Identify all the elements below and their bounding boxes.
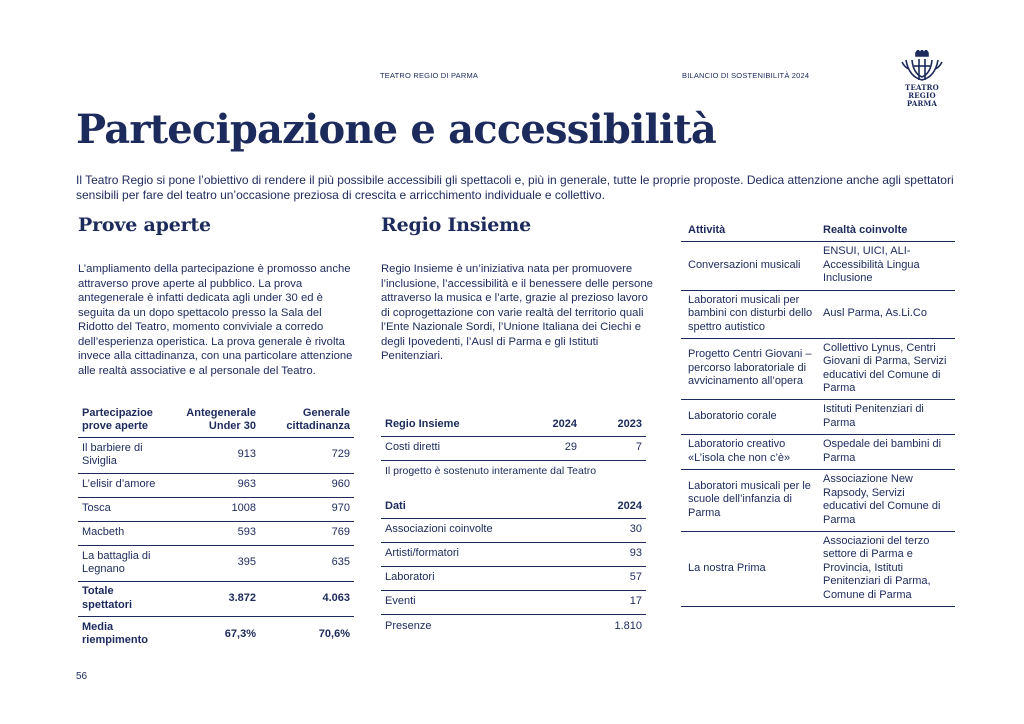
row-label: Tosca (78, 497, 166, 521)
col-header: Dati (381, 496, 581, 518)
logo-text-line1: TEATRO REGIO (905, 83, 939, 100)
row-label: Associazioni coinvolte (381, 518, 581, 542)
activity-partners: Associazione New Rapsody, Servizi educativi del Comune di Parma (819, 469, 955, 531)
activity-name: Laboratori musicali per bambini con disturbi dello spettro autistico (681, 290, 819, 338)
col-header: 2023 (581, 414, 646, 436)
cell-value: 960 (260, 473, 354, 497)
table-header-row (381, 496, 646, 518)
col-header: Partecipazioe prove aperte (78, 404, 166, 437)
logo-text-line2: PARMA (906, 99, 938, 108)
cell-value: 913 (166, 437, 260, 473)
table-header-row (681, 221, 955, 241)
row-label: La battaglia di Legnano (78, 545, 166, 581)
activity-name: Progetto Centri Giovani – percorso laboratoriale di avvicinamento all’opera (681, 338, 819, 399)
prove-aperte-text: L’ampliamento della partecipazione è promosso anche attraverso prove aperte al pubblico. La prova antegenerale è infatti dedicata agli under 30 ed è seguita da un dopo spettacolo presso la Sala del Ridotto del Teatro, momento conviviale a corredo dell’esperienza operistica. La prova generale è rivolta invece alla cittadinanza, con una particolare attenzione alle realtà associative e al personale del Teatro. (78, 263, 353, 377)
cell-value: 963 (166, 473, 260, 497)
table-row (381, 566, 646, 590)
cell-value: 7 (581, 436, 646, 460)
cell-value: 769 (260, 521, 354, 545)
total-row (78, 616, 354, 652)
row-label: Macbeth (78, 521, 166, 545)
row-label: Presenze (385, 619, 432, 632)
cell-value: 67,3% (224, 627, 256, 640)
total-row (78, 581, 354, 616)
col-header: Antegenerale Under 30 (166, 404, 260, 437)
col-header: Generale cittadinanza (260, 404, 354, 437)
cell-value: 29 (516, 436, 581, 460)
activity-name: Conversazioni musicali (681, 241, 819, 290)
crown-lyre-logo-icon (900, 50, 944, 84)
activity-name: Laboratori musicali per le scuole dell’infanzia di Parma (681, 469, 819, 531)
row-label: Il barbiere di Siviglia (78, 437, 166, 473)
table-row (681, 290, 955, 338)
activity-partners: Istituti Penitenziari di Parma (819, 399, 955, 434)
cell-value: 17 (581, 590, 646, 614)
activity-partners: Ausl Parma, As.Li.Co (819, 290, 955, 338)
cell-value: 1008 (166, 497, 260, 521)
table-row (381, 614, 646, 638)
table-row (78, 521, 354, 545)
cell-value: 729 (260, 437, 354, 473)
table-header-row (78, 404, 354, 437)
row-label: Laboratori (381, 566, 581, 590)
activity-partners: ENSUI, UICI, ALI-Accessibilità Lingua Inclusione (819, 241, 955, 290)
prove-aperte-table (78, 404, 354, 652)
header-right: BILANCIO DI SOSTENIBILITÀ 2024 (682, 71, 810, 80)
activity-partners: Ospedale dei bambini di Parma (819, 434, 955, 469)
table-row (681, 531, 955, 606)
cell-value: 395 (166, 545, 260, 581)
cell-value: 593 (166, 521, 260, 545)
funding-note: Il progetto è sostenuto interamente dal Teatro (385, 465, 597, 477)
row-label: Artisti/formatori (381, 542, 581, 566)
regio-insieme-heading: Regio Insieme (381, 214, 531, 236)
cell-value: 70,6% (318, 627, 350, 640)
row-label: Media riempimento (82, 620, 149, 647)
header-left: TEATRO REGIO DI PARMA (380, 71, 479, 80)
regio-insieme-text: Regio Insieme è un’iniziativa nata per promuovere l’inclusione, l’accessibilità e il benessere delle persone attraverso la musica e l’arte, grazie al prezioso lavoro di coprogettazione con varie realtà del territorio quali l’Ente Nazionale Sordi, l’Unione Italiana dei Ciechi e degli Ipovedenti, l’Ausl di Parma e gli Istituti Penitenziari. (381, 263, 653, 362)
activity-partners: Collettivo Lynus, Centri Giovani di Parma, Servizi educativi del Comune di Parma (819, 338, 955, 399)
row-label: Totale spettatori (78, 581, 166, 616)
table-row (681, 338, 955, 399)
activity-name: Laboratorio corale (681, 399, 819, 434)
cell-value: 635 (260, 545, 354, 581)
col-header: 2024 (516, 414, 581, 436)
regio-insieme-data-table (381, 496, 646, 638)
table-row (681, 399, 955, 434)
activity-name: Laboratorio creativo «L’isola che non c’è» (681, 434, 819, 469)
activity-partners: Associazioni del terzo settore di Parma e Provincia, Istituti Penitenziari di Parma, Comune di Parma (819, 531, 955, 606)
col-header: Attività (681, 221, 819, 241)
col-header: Realtà coinvolte (819, 221, 955, 241)
row-label: Costi diretti (381, 436, 516, 460)
cell-value: 970 (260, 497, 354, 521)
table-row (78, 545, 354, 581)
cell-value: 1.810 (614, 619, 642, 632)
cell-value: 3.872 (166, 581, 260, 616)
cell-value: 30 (581, 518, 646, 542)
table-row (681, 434, 955, 469)
col-header: 2024 (581, 496, 646, 518)
table-row (78, 437, 354, 473)
table-row (381, 436, 646, 460)
table-row (681, 241, 955, 290)
intro-paragraph: Il Teatro Regio si pone l’obiettivo di rendere il più possibile accessibili gli spettacoli e, più in generale, tutte le proprie proposte. Dedica attenzione anche agli spettatori sensibili per fare del teatro un’occasione preziosa di crescita e arricchimento individuale e collettivo. (76, 173, 954, 202)
prove-aperte-heading: Prove aperte (78, 214, 211, 236)
regio-insieme-costs-table (381, 414, 646, 461)
table-row (381, 590, 646, 614)
col-header: Regio Insieme (381, 414, 516, 436)
table-row (78, 473, 354, 497)
table-header-row (381, 414, 646, 436)
table-row (381, 518, 646, 542)
row-label: Eventi (381, 590, 581, 614)
attivita-table (681, 221, 955, 607)
teatro-regio-logo (896, 50, 948, 108)
cell-value: 4.063 (260, 581, 354, 616)
table-row (78, 497, 354, 521)
cell-value: 57 (581, 566, 646, 590)
table-row (381, 542, 646, 566)
cell-value: 93 (581, 542, 646, 566)
row-label: L’elisir d’amore (78, 473, 166, 497)
activity-name: La nostra Prima (681, 531, 819, 606)
page-title: Partecipazione e accessibilità (76, 106, 717, 153)
page-number: 56 (76, 671, 88, 682)
table-row (681, 469, 955, 531)
